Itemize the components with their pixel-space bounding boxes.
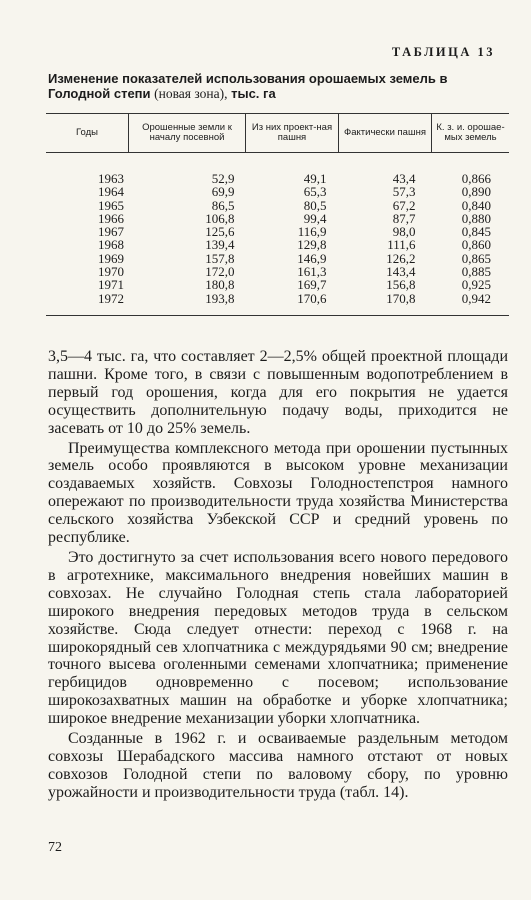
table-cell: 146,9	[297, 250, 327, 266]
table-cell: 1966	[98, 210, 124, 226]
table-cell: 52,9	[211, 171, 235, 186]
table-cell: 0,840	[461, 197, 491, 213]
header-actual-arable: Фактически пашня	[339, 114, 432, 153]
table-cell: 1964	[98, 184, 124, 200]
table-cell: 157,8	[205, 250, 235, 266]
table-cell: 106,8	[205, 210, 235, 226]
table-cell: 1969	[98, 250, 124, 266]
header-projected-arable: Из них проект-ная пашня	[246, 114, 339, 153]
paragraph: 3,5—4 тыс. га, что составляет 2—2,5% общей проектной площади пашни. Кроме того, в связи с повышенным водопотреблением в первый год орошения, когда для его покрытия не удается осуществить дополнительную подачу воды, приходится не засевать от 10 до 25% земель.	[48, 348, 508, 437]
table-cell: 67,2	[392, 197, 416, 213]
table-row	[46, 278, 509, 291]
table-cell: 169,7	[297, 277, 327, 293]
table-cell: 1967	[98, 224, 124, 240]
table-cell: 98,0	[392, 224, 416, 240]
table-cell: 0,865	[461, 250, 491, 266]
table-cell: 111,6	[387, 237, 416, 253]
table-cell: 0,860	[461, 237, 491, 253]
header-utilization-coef: К. з. и. орошае-мых земель	[432, 114, 510, 153]
table-cell: 57,3	[392, 184, 416, 200]
table-caption	[48, 71, 508, 101]
table-cell: 0,925	[461, 277, 491, 293]
table-cell: 0,885	[461, 264, 491, 280]
table-cell: 1963	[98, 171, 124, 186]
table-cell: 170,6	[297, 290, 327, 306]
table-header-row	[46, 114, 509, 153]
table-cell: 161,3	[297, 264, 327, 280]
table-row	[46, 199, 509, 212]
table-cell: 99,4	[303, 210, 327, 226]
paragraph: Созданные в 1962 г. и осваиваемые раздельным методом совхозы Шерабадского массива намного отстают от новых совхозов Голодной степи по валовому сбору, по уровню урожайности и производительности труда (табл. 14).	[48, 730, 508, 801]
table-cell: 125,6	[205, 224, 235, 240]
table-cell: 126,2	[386, 250, 416, 266]
table-cell: 80,5	[303, 197, 327, 213]
table-cell: 129,8	[297, 237, 327, 253]
table-cell: 0,845	[461, 224, 491, 240]
table-cell: 1972	[98, 290, 124, 306]
table-cell: 0,866	[461, 171, 491, 186]
table-cell: 1971	[98, 277, 124, 293]
caption-bold: Изменение показателей использования орошаемых земель в Голодной степи	[48, 71, 448, 101]
table-row	[46, 238, 509, 251]
table-cell: 0,890	[461, 184, 491, 200]
table-cell: 87,7	[392, 210, 416, 226]
page-number: 72	[48, 840, 62, 855]
table-cell: 116,9	[297, 224, 327, 240]
table-cell: 49,1	[303, 171, 327, 186]
caption-normal: (новая зона),	[154, 86, 228, 101]
table-cell: 143,4	[386, 264, 416, 280]
table-cell: 0,880	[461, 210, 491, 226]
table-cell: 170,8	[386, 290, 416, 306]
table-cell: 172,0	[205, 264, 235, 280]
table-cell: 1970	[98, 264, 124, 280]
body-text	[48, 348, 508, 802]
table-cell: 1965	[98, 197, 124, 213]
data-table	[46, 113, 509, 316]
table-cell: 86,5	[211, 197, 235, 213]
paragraph: Это достигнуто за счет использования всего нового передового в агротехнике, максимального внедрения новейших машин в совхозах. Не случайно Голодная степь стала лабораторией широкого внедрения передовых методов труда в сельском хозяйстве. Сюда следует отнести: переход с 1968 г. на широкорядный сев хлопчатника с междурядьями 90 см; внедрение точного высева оголенными семенами хлопчатника; применение гербицидов одновременно с посевом; использование широкозахватных машин на обработке и уборке хлопчатника; широкое внедрение механизации уборки хлопчатника.	[48, 548, 508, 728]
table-cell: 156,8	[386, 277, 416, 293]
table-row	[46, 265, 509, 278]
table-row	[46, 292, 509, 316]
header-irrigated-lands: Орошенные земли к началу посевной	[129, 114, 246, 153]
table-row	[46, 225, 509, 238]
table-cell: 69,9	[211, 184, 235, 200]
table-row	[46, 252, 509, 265]
table-number-label: ТАБЛИЦА 13	[391, 45, 495, 59]
table-cell: 0,942	[461, 290, 491, 306]
caption-unit: тыс. га	[231, 86, 276, 101]
table-cell: 139,4	[205, 237, 235, 253]
table-cell: 65,3	[303, 184, 327, 200]
table-row	[46, 185, 509, 198]
header-years: Годы	[46, 114, 129, 153]
table-cell: 43,4	[392, 171, 416, 186]
table-row	[46, 153, 509, 186]
paragraph: Преимущества комплексного метода при орошении пустынных земель особо проявляются в высоком уровне механизации создаваемых хозяйств. Совхозы Голодностепстроя намного опережают по производительности труда хозяйства Министерства сельского хозяйства Узбекской ССР и средний уровень по республике.	[48, 439, 508, 547]
table-cell: 1968	[98, 237, 124, 253]
table-row	[46, 212, 509, 225]
table-cell: 193,8	[205, 290, 235, 306]
table-cell: 180,8	[205, 277, 235, 293]
